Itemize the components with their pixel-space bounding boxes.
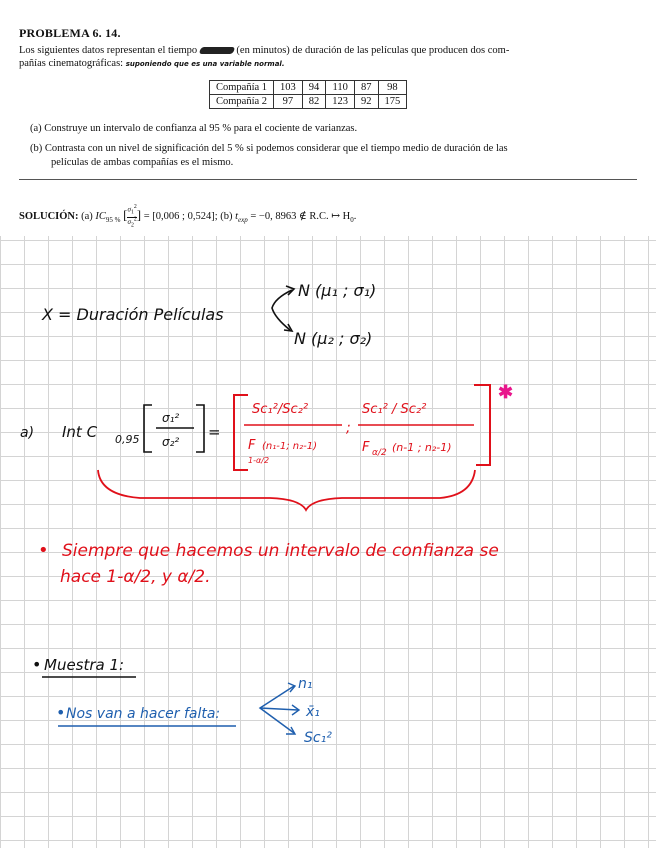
sample-heading: Muestra 1: [44,656,125,674]
split-arrow-icon [272,290,292,330]
numerator-1: Sc₁²/Sc₂² [252,402,309,417]
solution-b-sub: 0 [350,216,354,225]
table-row-label: Compañía 2 [210,95,274,109]
solution-a-result: = [0,006 ; 0,524]; (b) [143,211,233,223]
interval-level: 0,95 [115,433,140,446]
ratio-sigma-2: σ₂² [162,435,180,449]
solution-a-prefix: (a) [81,211,93,223]
right-bracket [196,405,204,452]
denominator-1: F [248,438,256,453]
table-cell: 82 [302,95,326,109]
interval-prefix: Int C [62,423,98,441]
table-cell: 103 [274,81,303,95]
solution-b-result: = −0, 8963 ∉ R.C. ↦ H [250,211,351,223]
semicolon: ; [346,420,351,436]
table-cell: 98 [378,81,407,95]
underbrace [98,470,475,510]
table-cell: 87 [355,81,379,95]
variable-definition: X = Duración Películas [42,305,224,324]
distribution-1: N (μ₁ ; σ₁) [298,281,377,300]
statement-text-1a: Los siguientes datos representan el tiempo [19,45,198,56]
denominator-2: F [362,440,370,455]
problem-item-a: (a) Construye un intervalo de confianza al 95 % para el cociente de varianzas. [30,123,358,134]
solution-label: SOLUCIÓN: [19,211,79,223]
table-cell: 94 [302,81,326,95]
note-bullet: • [38,540,49,561]
table-row-label: Compañía 1 [210,81,274,95]
item-b-line-1: (b) Contrasta con un nivel de significación del 5 % si podemos considerar que el tiempo medio de duración de las [30,143,508,154]
need-item-2: x̄₁ [306,704,320,720]
red-left-bracket [234,395,248,470]
note-line-1: Siempre que hacemos un intervalo de confianza se [62,541,499,561]
star-icon: ✱ [498,382,514,402]
need-item-1: n₁ [298,676,313,692]
denominator-1-args: (n₁-1; n₂-1) [262,441,317,452]
problem-title: PROBLEMA 6. 14. [19,26,121,40]
statement-text-2a: pañías cinematográficas: [19,58,124,69]
need-item-3: Sc₁² [304,730,332,746]
solution-line: SOLUCIÓN: (a) $IC_{95 \%}$ [$\sigma_1^2$ $\sigma_2^2] = [0,006$ ; 0,524]; (b) $t_{exp} = -0$, 8963 ∉ R.C. ↦ $H_0$. [19,204,357,229]
item-b-line-2: películas de ambas compañías es el mismo. [51,157,234,168]
denominator-1-sub: 1-α/2 [248,456,270,465]
bullet: • [56,703,66,722]
table-cell: 123 [326,95,355,109]
red-right-bracket [474,385,490,465]
table-cell: 92 [355,95,379,109]
statement-text-1b: (en minutos) de duración de las películas que producen dos com- [236,45,510,56]
distribution-2: N (μ₂ ; σ₂) [294,329,373,348]
equals-sign: = [208,423,221,441]
numerator-2: Sc₁² / Sc₂² [362,402,427,417]
part-a-label: a) [20,425,35,441]
left-bracket [144,405,152,452]
denominator-2-sub: α/2 [372,448,387,458]
sample-need-text: Nos van a hacer falta: [66,706,221,722]
ratio-sigma-1: σ₁² [162,411,180,425]
denominator-2-args: (n-1 ; n₂-1) [392,441,452,454]
note-line-2: hace 1-α/2, y α/2. [60,567,211,587]
branch-arrow-middle [260,708,298,710]
table-cell: 97 [274,95,303,109]
bullet: • [32,655,42,674]
handwritten-annotation: suponiendo que es una variable normal. [125,60,285,68]
table-cell: 110 [326,81,355,95]
table-cell: 175 [378,95,407,109]
